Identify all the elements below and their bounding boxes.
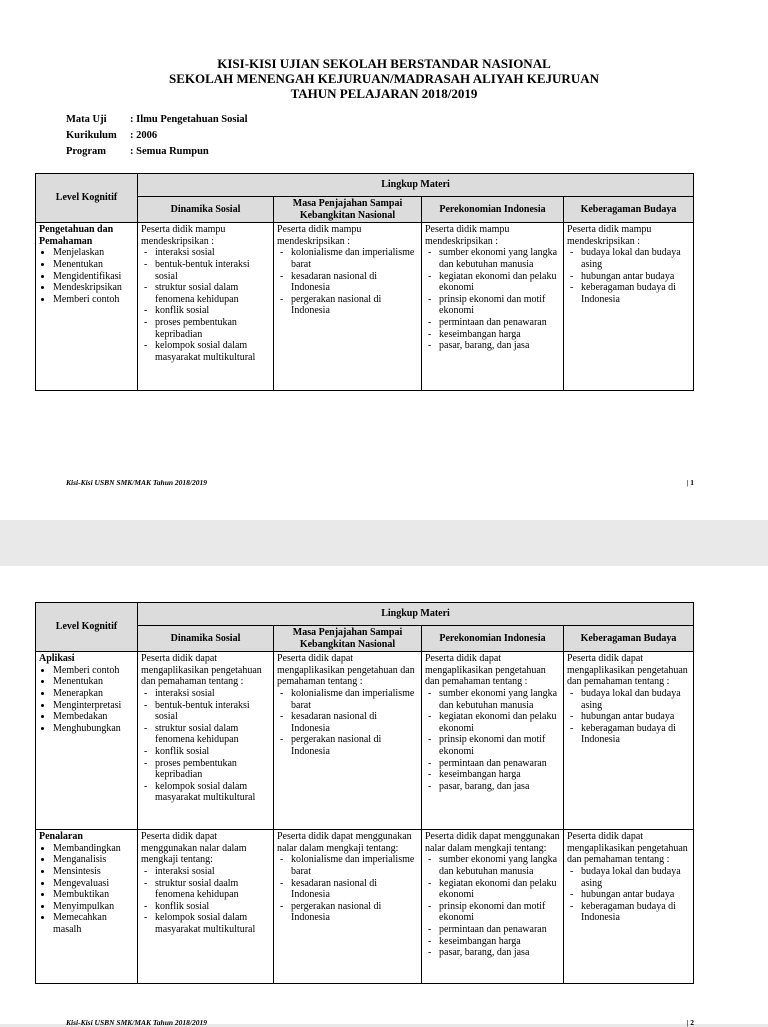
cell-intro: Peserta didik mampu mendeskripsikan : (425, 224, 510, 247)
cell-c2 (274, 223, 422, 391)
list-item: - pasar, barang, dan jasa (425, 781, 560, 793)
header-dinamika-sosial: Dinamika Sosial (138, 626, 274, 652)
header-title-line-3: TAHUN PELAJARAN 2018/2019 (290, 86, 478, 101)
list-item: • Menentukan (53, 259, 134, 271)
cell-intro: Peserta didik dapat mengaplikasikan pengetahuan dan pemahaman tentang : (141, 653, 262, 688)
dash-list (567, 866, 690, 924)
list-item: • Mendeskripsikan (53, 282, 134, 294)
meta-label: Kurikulum (66, 130, 117, 141)
list-item: - hubungan antar budaya (567, 271, 690, 283)
header-title-line-1: KISI-KISI UJIAN SEKOLAH BERSTANDAR NASIONAL (217, 56, 551, 71)
header-lingkup-materi: Lingkup Materi (138, 603, 694, 626)
cell-c1 (138, 830, 274, 984)
footer-text: Kisi-Kisi USBN SMK/MAK Tahun 2018/2019 (66, 478, 208, 487)
header-masa-penjajahan: Masa Penjajahan Sampai Kebangkitan Nasional (274, 197, 422, 223)
dash-list (277, 854, 418, 924)
list-item: - kelompok sosial dalam masyarakat multikultural (141, 912, 270, 935)
document-meta (66, 114, 248, 162)
list-item: • Membedakan (53, 711, 134, 723)
dash-list (141, 247, 270, 363)
list-item: - struktur sosial daalm fenomena kehidupan (141, 878, 270, 901)
meta-value: : Ilmu Pengetahuan Sosial (130, 114, 248, 125)
cell-c4 (564, 830, 694, 984)
cell-intro: Peserta didik dapat mengaplikasikan pengetahuan dan pemahaman tentang : (567, 831, 688, 866)
cell-level-kognitif (36, 830, 138, 984)
list-item: - pergerakan nasional di Indonesia (277, 734, 418, 757)
header-masa-penjajahan: Masa Penjajahan Sampai Kebangkitan Nasional (274, 626, 422, 652)
cell-intro: Peserta didik dapat menggunakan nalar dalam mengkaji tentang: (277, 831, 412, 854)
list-item: - hubungan antar budaya (567, 711, 690, 723)
list-item: - keseimbangan harga (425, 769, 560, 781)
dash-list (425, 247, 560, 351)
cell-c2 (274, 652, 422, 830)
cell-c4 (564, 223, 694, 391)
list-item: - konflik sosial (141, 305, 270, 317)
list-item: - kesadaran nasional di Indonesia (277, 711, 418, 734)
list-item: - sumber ekonomi yang langka dan kebutuhan manusia (425, 247, 560, 270)
list-item: - sumber ekonomi yang langka dan kebutuhan manusia (425, 854, 560, 877)
footer-text: Kisi-Kisi USBN SMK/MAK Tahun 2018/2019 (66, 1018, 208, 1027)
list-item: - hubungan antar budaya (567, 889, 690, 901)
meta-row-mata-uji (66, 114, 248, 130)
list-item: - struktur sosial dalam fenomena kehidupan (141, 282, 270, 305)
cell-intro: Peserta didik dapat menggunakan nalar dalam mengkaji tentang: (425, 831, 560, 854)
header-level-kognitif: Level Kognitif (36, 603, 138, 652)
list-item: - prinsip ekonomi dan motif ekonomi (425, 901, 560, 924)
list-item: - prinsip ekonomi dan motif ekonomi (425, 294, 560, 317)
page-footer (66, 1018, 694, 1027)
list-item: - proses pembentukan kepribadian (141, 758, 270, 781)
list-item: - keberagaman budaya di Indonesia (567, 282, 690, 305)
meta-row-kurikulum (66, 130, 248, 146)
header-keberagaman-budaya: Keberagaman Budaya (564, 626, 694, 652)
cell-c1 (138, 223, 274, 391)
cell-level-kognitif (36, 223, 138, 391)
list-item: - budaya lokal dan budaya asing (567, 247, 690, 270)
list-item: • Mensintesis (53, 866, 134, 878)
cell-intro: Peserta didik mampu mendeskripsikan : (567, 224, 652, 247)
list-item: - keberagaman budaya di Indonesia (567, 901, 690, 924)
cell-c1 (138, 652, 274, 830)
page-number: | 1 (686, 478, 694, 487)
list-item: • Menghubungkan (53, 723, 134, 735)
page-number: | 2 (686, 1018, 694, 1027)
list-item: - pasar, barang, dan jasa (425, 340, 560, 352)
list-item: • Membandingkan (53, 843, 134, 855)
dash-list (425, 688, 560, 792)
list-item: • Menginterpretasi (53, 700, 134, 712)
list-item: - keseimbangan harga (425, 329, 560, 341)
cell-c3 (422, 830, 564, 984)
level-title: Penalaran (39, 831, 83, 843)
bullet-list (39, 843, 134, 936)
list-item: - sumber ekonomi yang langka dan kebutuhan manusia (425, 688, 560, 711)
list-item: - interaksi sosial (141, 247, 270, 259)
list-item: - pergerakan nasional di Indonesia (277, 901, 418, 924)
dash-list (141, 866, 270, 936)
cell-intro: Peserta didik dapat menggunakan nalar dalam mengkaji tentang: (141, 831, 247, 866)
list-item: - interaksi sosial (141, 866, 270, 878)
list-item: - kesadaran nasional di Indonesia (277, 878, 418, 901)
list-item: - pergerakan nasional di Indonesia (277, 294, 418, 317)
kisi-table-page-2 (35, 602, 694, 984)
document-page-2 (0, 566, 768, 1027)
dash-list (277, 688, 418, 758)
list-item: - kesadaran nasional di Indonesia (277, 271, 418, 294)
list-item: - permintaan dan penawaran (425, 758, 560, 770)
meta-value: : 2006 (130, 130, 158, 141)
list-item: • Menerapkan (53, 688, 134, 700)
list-item: - kegiatan ekonomi dan pelaku ekonomi (425, 271, 560, 294)
list-item: - proses pembentukan kepribadian (141, 317, 270, 340)
cell-intro: Peserta didik dapat mengaplikasikan pengetahuan dan pemahaman tentang : (425, 653, 546, 688)
header-lingkup-materi: Lingkup Materi (138, 174, 694, 197)
dash-list (425, 854, 560, 958)
list-item: - kolonialisme dan imperialisme barat (277, 247, 418, 270)
dash-list (567, 688, 690, 746)
cell-intro: Peserta didik mampu mendeskripsikan : (141, 224, 226, 247)
dash-list (567, 247, 690, 305)
meta-label: Program (66, 146, 107, 157)
header-dinamika-sosial: Dinamika Sosial (138, 197, 274, 223)
bullet-list (39, 665, 134, 735)
cell-c4 (564, 652, 694, 830)
cell-intro: Peserta didik dapat mengaplikasikan pengetahuan dan pemahaman tentang : (277, 653, 415, 688)
list-item: - konflik sosial (141, 746, 270, 758)
list-item: - budaya lokal dan budaya asing (567, 866, 690, 889)
meta-label: Mata Uji (66, 114, 107, 125)
meta-row-program (66, 146, 248, 162)
list-item: • Memecahkan masalh (53, 912, 134, 935)
kisi-table-page-1 (35, 173, 694, 391)
list-item: - struktur sosial dalam fenomena kehidupan (141, 723, 270, 746)
table-row (36, 652, 694, 830)
header-perekonomian: Perekonomian Indonesia (422, 197, 564, 223)
cell-c3 (422, 652, 564, 830)
cell-intro: Peserta didik mampu mendeskripsikan : (277, 224, 362, 247)
dash-list (277, 247, 418, 317)
list-item: - interaksi sosial (141, 688, 270, 700)
list-item: • Mengidentifikasi (53, 271, 134, 283)
list-item: • Menyimpulkan (53, 901, 134, 913)
cell-c2 (274, 830, 422, 984)
list-item: - keseimbangan harga (425, 936, 560, 948)
list-item: - kegiatan ekonomi dan pelaku ekonomi (425, 878, 560, 901)
list-item: • Memberi contoh (53, 665, 134, 677)
header-title-line-2: SEKOLAH MENENGAH KEJURUAN/MADRASAH ALIYAH KEJURUAN (168, 71, 599, 86)
list-item: • Menganalisis (53, 854, 134, 866)
cell-c3 (422, 223, 564, 391)
bullet-list (39, 247, 134, 305)
list-item: - kelompok sosial dalam masyarakat multikultural (141, 781, 270, 804)
list-item: • Mengevaluasi (53, 878, 134, 890)
list-item: - permintaan dan penawaran (425, 317, 560, 329)
cell-level-kognitif (36, 652, 138, 830)
list-item: - budaya lokal dan budaya asing (567, 688, 690, 711)
dash-list (141, 688, 270, 804)
page-footer (66, 478, 694, 487)
list-item: • Menentukan (53, 676, 134, 688)
list-item: - kelompok sosial dalam masyarakat multikultural (141, 340, 270, 363)
header-perekonomian: Perekonomian Indonesia (422, 626, 564, 652)
list-item: • Membuktikan (53, 889, 134, 901)
list-item: - kolonialisme dan imperialisme barat (277, 854, 418, 877)
level-title: Aplikasi (39, 653, 75, 665)
level-title: Pengetahuan dan Pemahaman (39, 224, 114, 247)
header-level-kognitif: Level Kognitif (36, 174, 138, 223)
document-header (0, 56, 768, 101)
list-item: - prinsip ekonomi dan motif ekonomi (425, 734, 560, 757)
meta-value: : Semua Rumpun (130, 146, 209, 157)
list-item: - pasar, barang, dan jasa (425, 947, 560, 959)
list-item: - bentuk-bentuk interaksi sosial (141, 259, 270, 282)
list-item: - kegiatan ekonomi dan pelaku ekonomi (425, 711, 560, 734)
cell-intro: Peserta didik dapat mengaplikasikan pengetahuan dan pemahaman tentang : (567, 653, 688, 688)
header-keberagaman-budaya: Keberagaman Budaya (564, 197, 694, 223)
list-item: - konflik sosial (141, 901, 270, 913)
list-item: • Menjelaskan (53, 247, 134, 259)
list-item: - bentuk-bentuk interaksi sosial (141, 700, 270, 723)
list-item: • Memberi contoh (53, 294, 134, 306)
table-row (36, 223, 694, 391)
list-item: - keberagaman budaya di Indonesia (567, 723, 690, 746)
list-item: - kolonialisme dan imperialisme barat (277, 688, 418, 711)
table-row (36, 830, 694, 984)
list-item: - permintaan dan penawaran (425, 924, 560, 936)
